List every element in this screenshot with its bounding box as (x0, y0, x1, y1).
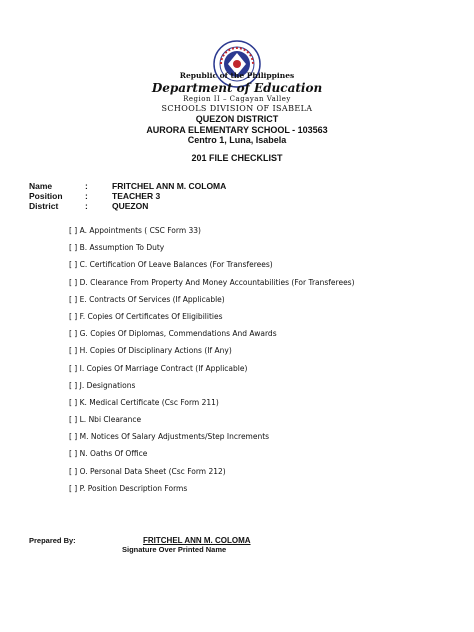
checklist-item: [ ] O. Personal Data Sheet (Csc Form 212) (69, 466, 226, 476)
name-colon: : (85, 181, 88, 191)
checklist-item: [ ] B. Assumption To Duty (69, 243, 165, 253)
address-line: Centro 1, Luna, Isabela (187, 135, 287, 145)
checklist-item: [ ] H. Copies Of Disciplinary Actions (If Any) (69, 346, 232, 356)
region-line: Region II – Cagayan Valley (183, 95, 291, 103)
checklist-item: [ ] I. Copies Of Marriage Contract (If Applicable) (69, 363, 248, 373)
checklist-item: [ ] A. Appointments ( CSC Form 33) (69, 226, 201, 235)
checklist-item: [ ] N. Oaths Of Office (69, 449, 148, 459)
signature-caption: Signature Over Printed Name (122, 545, 227, 554)
district-label: District (29, 201, 59, 211)
school-line: AURORA ELEMENTARY SCHOOL - 103563 (146, 124, 328, 135)
division-line: SCHOOLS DIVISION OF ISABELA (161, 104, 313, 113)
checklist-item: [ ] L. Nbi Clearance (69, 415, 142, 425)
district-value: QUEZON (112, 201, 149, 211)
district-colon: : (85, 201, 88, 211)
page-title: 201 FILE CHECKLIST (191, 153, 283, 163)
checklist-item: [ ] D. Clearance From Property And Money Accountabilities (For Transferees) (69, 277, 355, 287)
position-value: TEACHER 3 (112, 191, 161, 201)
checklist-item: [ ] M. Notices Of Salary Adjustments/Step Increments (69, 432, 270, 442)
preparer-name: FRITCHEL ANN M. COLOMA (143, 536, 251, 545)
checklist-item: [ ] C. Certification Of Leave Balances (For Transferees) (69, 260, 273, 270)
name-label: Name (29, 181, 53, 191)
name-value: FRITCHEL ANN M. COLOMA (112, 181, 227, 191)
position-colon: : (85, 191, 88, 201)
checklist-item: [ ] F. Copies Of Certificates Of Eligibilities (69, 311, 223, 321)
checklist-item: [ ] E. Contracts Of Services (If Applicable) (69, 294, 225, 304)
checklist (69, 226, 355, 501)
checklist-item: [ ] P. Position Description Forms (69, 483, 188, 493)
checklist-item: [ ] G. Copies Of Diplomas, Commendations And Awards (69, 329, 277, 339)
checklist-item: [ ] J. Designations (69, 380, 136, 390)
department-line: Department of Education (151, 81, 323, 95)
letterhead (0, 70, 474, 146)
district-line: QUEZON DISTRICT (195, 114, 279, 124)
checklist-item: [ ] K. Medical Certificate (Csc Form 211) (69, 397, 219, 407)
position-label: Position (29, 191, 63, 201)
prepared-by-label: Prepared By: (29, 536, 76, 545)
republic-line: Republic of the Philippines (179, 71, 295, 80)
